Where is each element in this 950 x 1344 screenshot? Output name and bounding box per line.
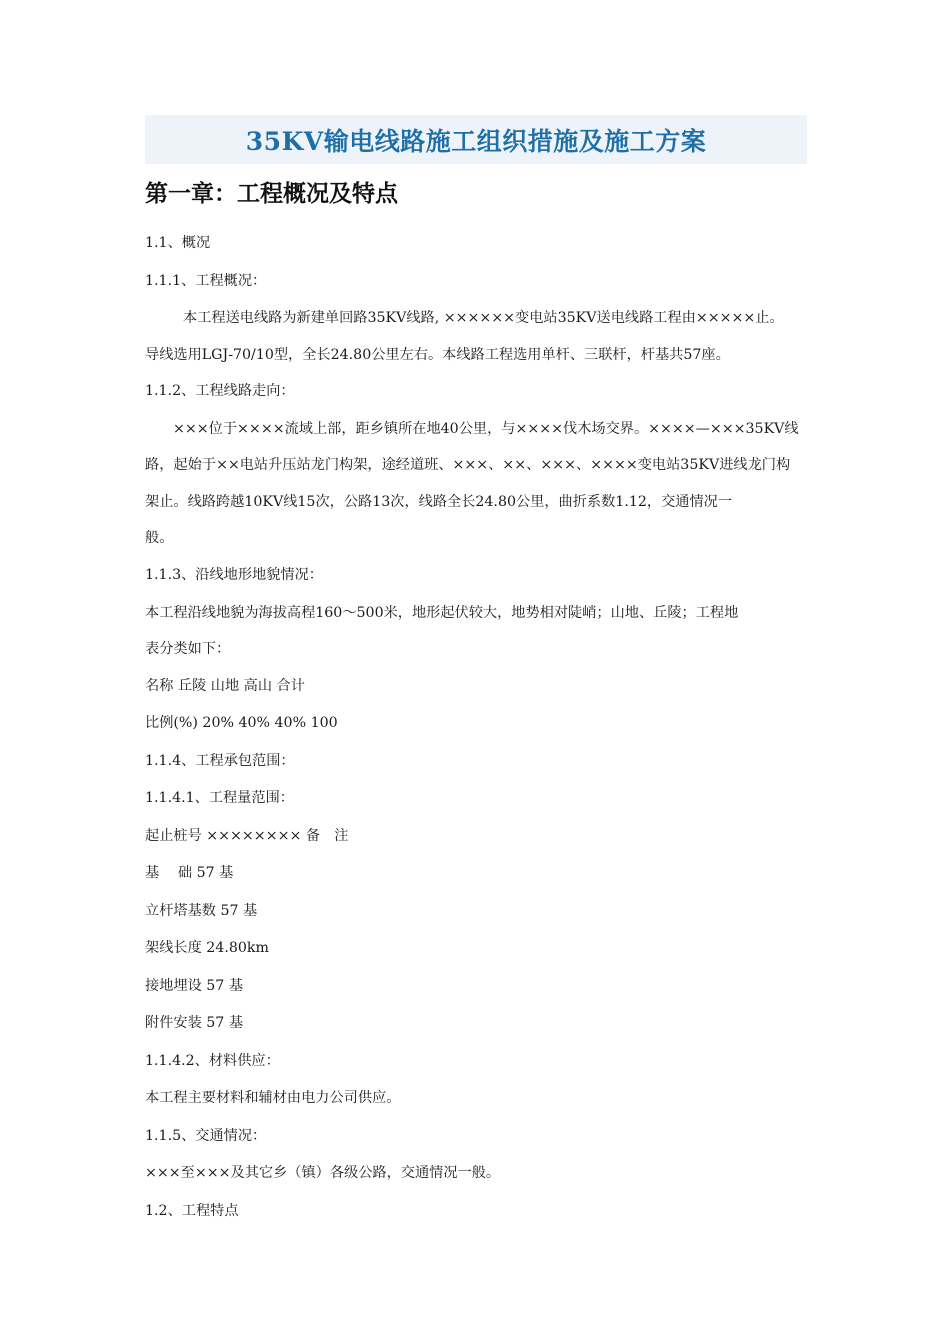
section-heading-1-1-2: 1.1.2、工程线路走向： bbox=[145, 383, 295, 400]
paragraph-line: 本工程送电线路为新建单回路35KV线路, ××××××变电站35KV送电线路工程由×××××止。 bbox=[183, 310, 784, 326]
paragraph-line: 导线选用LGJ-70/10型，全长24.80公里左右。本线路工程选用单杆、三联杆，杆基共57座。 bbox=[145, 346, 730, 363]
document-body bbox=[145, 225, 807, 1230]
paragraph-line: 路，起始于××电站升压站龙门构架，途经道班、×××、××、×××、××××变电站35KV进线龙门构 bbox=[145, 457, 791, 474]
terrain-paragraph bbox=[145, 595, 807, 668]
paragraph-line: 般。 bbox=[145, 530, 174, 547]
scope-row-grounding: 接地埋设 57 基 bbox=[145, 977, 244, 994]
section-heading-1-1-5: 1.1.5、交通情况： bbox=[145, 1127, 267, 1144]
traffic-text: ×××至×××及其它乡（镇）各级公路，交通情况一般。 bbox=[145, 1165, 501, 1182]
section-heading-1-1: 1.1、概况 bbox=[145, 235, 211, 251]
paragraph-line: 架止。线路跨越10KV线15次，公路13次，线路全长24.80公里，曲折系数1.12，交通情况一 bbox=[145, 493, 733, 510]
section-heading-1-1-1: 1.1.1、工程概况： bbox=[145, 272, 267, 289]
document-page bbox=[145, 115, 807, 1230]
title-band bbox=[145, 115, 807, 164]
chapter-heading: 第一章：工程概况及特点 bbox=[145, 181, 398, 207]
section-heading-1-1-4-1: 1.1.4.1、工程量范围： bbox=[145, 790, 294, 807]
scope-row-stringing: 架线长度 24.80km bbox=[145, 940, 269, 957]
terrain-table-header: 名称 丘陵 山地 高山 合计 bbox=[145, 677, 305, 694]
project-overview-paragraph bbox=[145, 300, 807, 373]
section-heading-1-1-3: 1.1.3、沿线地形地貌情况： bbox=[145, 567, 323, 584]
document-title: 35KV输电线路施工组织措施及施工方案 bbox=[245, 126, 707, 156]
scope-row-foundation: 基 础 57 基 bbox=[145, 865, 234, 882]
scope-row-fittings: 附件安装 57 基 bbox=[145, 1015, 244, 1032]
paragraph-line: ×××位于××××流域上部，距乡镇所在地40公里，与××××伐木场交界。××××—×××35KV线 bbox=[173, 420, 799, 437]
paragraph-line: 表分类如下： bbox=[145, 641, 231, 658]
scope-table-header: 起止桩号 ×××××××× 备 注 bbox=[145, 827, 349, 844]
materials-text: 本工程主要材料和辅材由电力公司供应。 bbox=[145, 1090, 401, 1107]
route-paragraph bbox=[145, 411, 807, 557]
paragraph-line: 本工程沿线地貌为海拔高程160～500米，地形起伏较大，地势相对陡峭；山地、丘陵；工程地 bbox=[145, 604, 739, 621]
scope-row-towers: 立杆塔基数 57 基 bbox=[145, 902, 258, 919]
terrain-table-ratio: 比例(%) 20% 40% 40% 100 bbox=[145, 715, 338, 732]
section-heading-1-1-4-2: 1.1.4.2、材料供应： bbox=[145, 1052, 280, 1069]
section-heading-1-1-4: 1.1.4、工程承包范围： bbox=[145, 752, 295, 769]
section-heading-1-2: 1.2、工程特点 bbox=[145, 1202, 239, 1219]
